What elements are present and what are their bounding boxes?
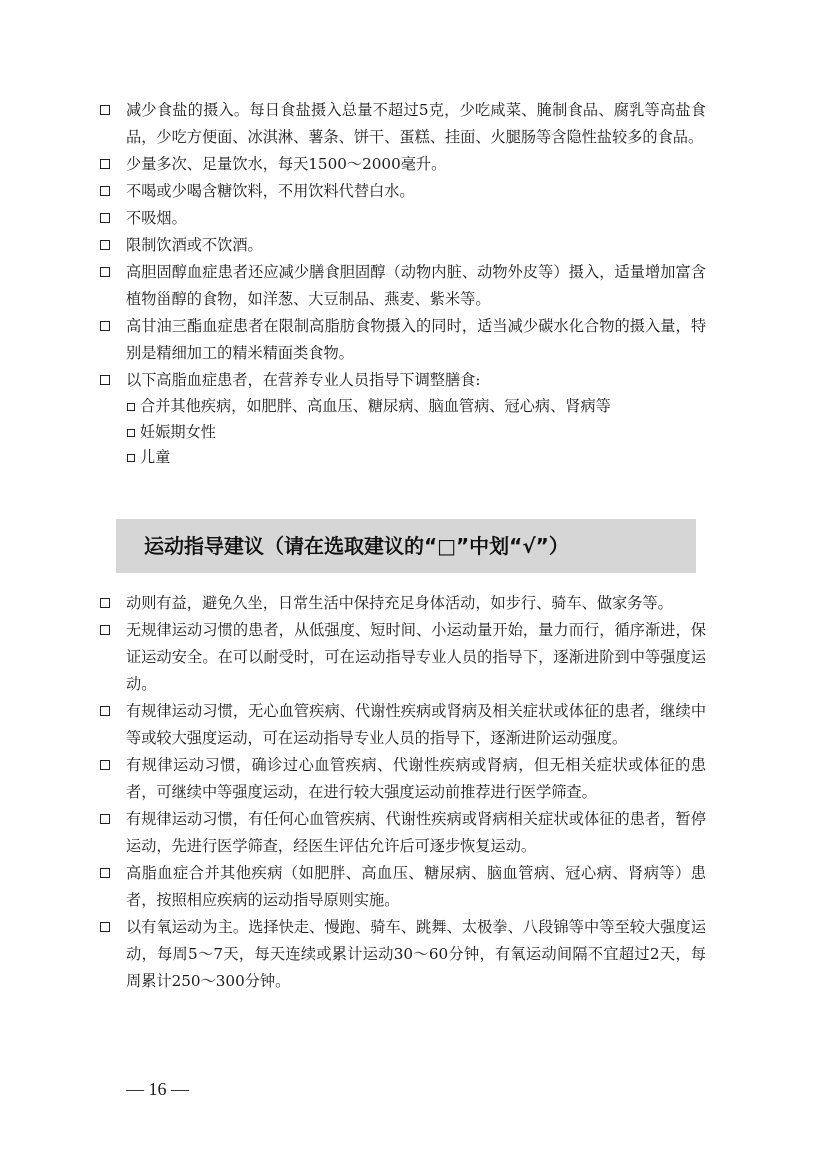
checkbox[interactable] bbox=[100, 321, 110, 331]
section-banner bbox=[116, 519, 696, 573]
checkbox[interactable] bbox=[100, 625, 110, 635]
checkbox[interactable] bbox=[100, 706, 110, 716]
checkbox[interactable] bbox=[100, 105, 110, 115]
exercise-item-no-habit: 无规律运动习惯的患者，从低强度、短时间、小运动量开始，量力而行，循序渐进，保证运动安全。在可以耐受时，可在运动指导专业人员的指导下，逐渐进阶到中等强度运动。 bbox=[100, 617, 706, 698]
checkbox[interactable] bbox=[100, 213, 110, 223]
diet-item-sugar-drinks: 不喝或少喝含糖饮料，不用饮料代替白水。 bbox=[100, 178, 706, 205]
checkbox[interactable] bbox=[127, 429, 135, 437]
diet-item-triglyceride: 高甘油三酯血症患者在限制高脂肪食物摄入的同时，适当减少碳水化合物的摄入量，特别是精细加工的精米精面类食物。 bbox=[100, 313, 706, 367]
diet-subitem-pregnancy: 妊娠期女性 bbox=[100, 420, 706, 446]
checkbox[interactable] bbox=[100, 186, 110, 196]
checkbox[interactable] bbox=[100, 375, 110, 385]
section-title: 运动指导建议（请在选取建议的“□”中划“√”） bbox=[144, 534, 569, 558]
page-number: — 16 — bbox=[126, 1079, 189, 1099]
diet-subitem-children: 儿童 bbox=[100, 445, 706, 471]
checkbox[interactable] bbox=[100, 598, 110, 608]
checkbox[interactable] bbox=[100, 240, 110, 250]
exercise-item-comorbidity: 高脂血症合并其他疾病（如肥胖、高血压、糖尿病、脑血管病、冠心病、肾病等）患者，按照相应疾病的运动指导原则实施。 bbox=[100, 860, 706, 914]
checkbox[interactable] bbox=[100, 868, 110, 878]
checkbox[interactable] bbox=[100, 922, 110, 932]
diet-item-salt: 减少食盐的摄入。每日食盐摄入总量不超过5克，少吃咸菜、腌制食品、腐乳等高盐食品，少吃方便面、冰淇淋、薯条、饼干、蛋糕、挂面、火腿肠等含隐性盐较多的食品。 bbox=[100, 97, 706, 151]
diet-item-water: 少量多次、足量饮水，每天1500～2000毫升。 bbox=[100, 151, 706, 178]
checkbox[interactable] bbox=[127, 403, 135, 411]
diet-item-alcohol: 限制饮酒或不饮酒。 bbox=[100, 232, 706, 259]
exercise-item-aerobic: 以有氧运动为主。选择快走、慢跑、骑车、跳舞、太极拳、八段锦等中等至较大强度运动，每周5～7天，每天连续或累计运动30～60分钟，有氧运动间隔不宜超过2天，每周累计250～300分钟。 bbox=[100, 914, 706, 995]
diet-item-cholesterol: 高胆固醇血症患者还应减少膳食胆固醇（动物内脏、动物外皮等）摄入，适量增加富含植物甾醇的食物，如洋葱、大豆制品、燕麦、紫米等。 bbox=[100, 259, 706, 313]
exercise-item-regular-symptoms: 有规律运动习惯，有任何心血管疾病、代谢性疾病或肾病相关症状或体征的患者，暂停运动，先进行医学筛查，经医生评估允许后可逐步恢复运动。 bbox=[100, 806, 706, 860]
exercise-item-regular-diagnosed: 有规律运动习惯，确诊过心血管疾病、代谢性疾病或肾病，但无相关症状或体征的患者，可继续中等强度运动，在进行较大强度运动前推荐进行医学筛查。 bbox=[100, 752, 706, 806]
diet-checklist bbox=[100, 97, 706, 471]
diet-item-no-smoking: 不吸烟。 bbox=[100, 205, 706, 232]
exercise-checklist bbox=[100, 590, 706, 995]
checkbox[interactable] bbox=[100, 159, 110, 169]
checkbox[interactable] bbox=[127, 454, 135, 462]
diet-subitem-comorbidity: 合并其他疾病，如肥胖、高血压、糖尿病、脑血管病、冠心病、肾病等 bbox=[100, 394, 706, 420]
diet-item-guided: 以下高脂血症患者，在营养专业人员指导下调整膳食: bbox=[100, 367, 706, 394]
exercise-item-regular-healthy: 有规律运动习惯，无心血管疾病、代谢性疾病或肾病及相关症状或体征的患者，继续中等或较大强度运动，可在运动指导专业人员的指导下，逐渐进阶运动强度。 bbox=[100, 698, 706, 752]
checkbox[interactable] bbox=[100, 267, 110, 277]
checkbox[interactable] bbox=[100, 814, 110, 824]
checkbox[interactable] bbox=[100, 760, 110, 770]
exercise-item-active: 动则有益，避免久坐，日常生活中保持充足身体活动，如步行、骑车、做家务等。 bbox=[100, 590, 706, 617]
